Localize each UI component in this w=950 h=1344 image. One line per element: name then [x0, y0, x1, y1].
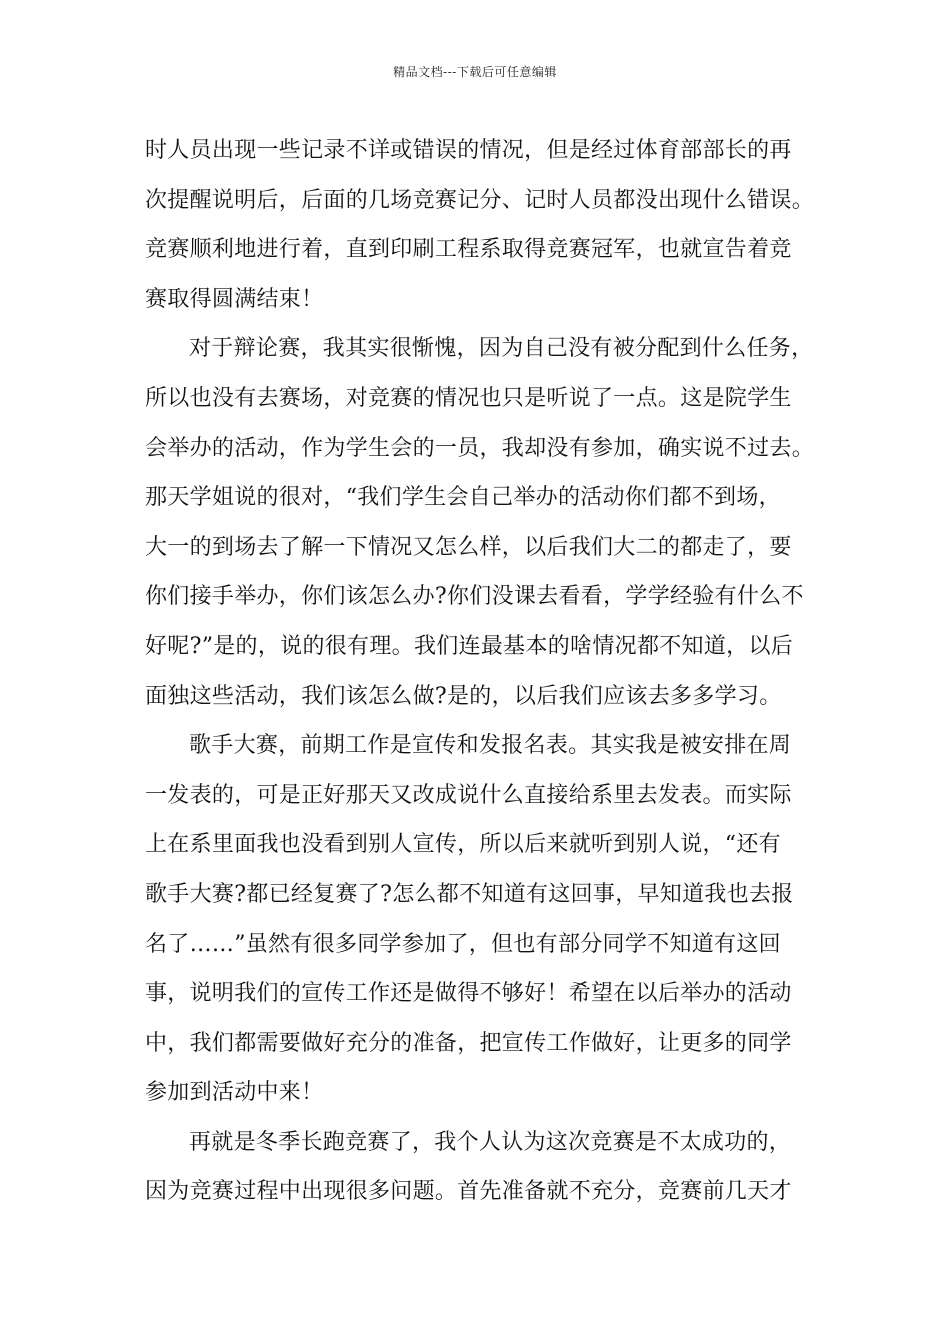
- text-line: 名了……”虽然有很多同学参加了，但也有部分同学不知道有这回: [145, 931, 781, 957]
- text-line: 好呢?”是的，说的很有理。我们连最基本的啥情况都不知道，以后: [145, 633, 794, 659]
- text-line: 赛取得圆满结束！: [145, 286, 324, 312]
- text-line: 中，我们都需要做好充分的准备，把宣传工作做好，让更多的同学: [145, 1030, 792, 1056]
- text-line: 歌手大赛?都已经复赛了?怎么都不知道有这回事，早知道我也去报: [145, 881, 794, 907]
- text-line: 你们接手举办，你们该怎么办?你们没课去看看，学学经验有什么不: [145, 584, 804, 610]
- page-header: 精品文档---下载后可任意编辑: [393, 65, 557, 79]
- text-line: 时人员出现一些记录不详或错误的情况，但是经过体育部部长的再: [145, 138, 792, 163]
- text-line: 次提醒说明后，后面的几场竞赛记分、记时人员都没出现什么错误。: [145, 187, 815, 213]
- text-line: 因为竞赛过程中出现很多问题。首先准备就不充分，竞赛前几天才: [145, 1179, 792, 1205]
- text-line: 所以也没有去赛场，对竞赛的情况也只是听说了一点。这是院学生: [145, 385, 792, 411]
- text-line: 竞赛顺利地进行着，直到印刷工程系取得竞赛冠军，也就宣告着竞: [145, 237, 792, 263]
- paragraph-start-line: 对于辩论赛，我其实很惭愧，因为自己没有被分配到什么任务，: [189, 336, 814, 362]
- text-line: 那天学姐说的很对，“我们学生会自己举办的活动你们都不到场，: [145, 485, 781, 511]
- text-line: 一发表的，可是正好那天又改成说什么直接给系里去发表。而实际: [145, 782, 792, 808]
- paragraph-start-line: 再就是冬季长跑竞赛了，我个人认为这次竞赛是不太成功的，: [189, 1129, 792, 1155]
- text-line: 上在系里面我也没看到别人宣传，所以后来就听到别人说，“还有: [145, 832, 781, 858]
- text-line: 会举办的活动，作为学生会的一员，我却没有参加，确实说不过去。: [145, 435, 815, 461]
- text-line: 面独这些活动，我们该怎么做?是的，以后我们应该去多多学习。: [145, 683, 782, 709]
- text-line: 参加到活动中来！: [145, 1080, 324, 1106]
- paragraph-start-line: 歌手大赛，前期工作是宣传和发报名表。其实我是被安排在周: [189, 733, 792, 759]
- text-line: 大一的到场去了解一下情况又怎么样，以后我们大二的都走了，要: [145, 534, 792, 560]
- document-body: [145, 126, 825, 1217]
- text-line: 事，说明我们的宣传工作还是做得不够好！希望在以后举办的活动: [145, 981, 792, 1007]
